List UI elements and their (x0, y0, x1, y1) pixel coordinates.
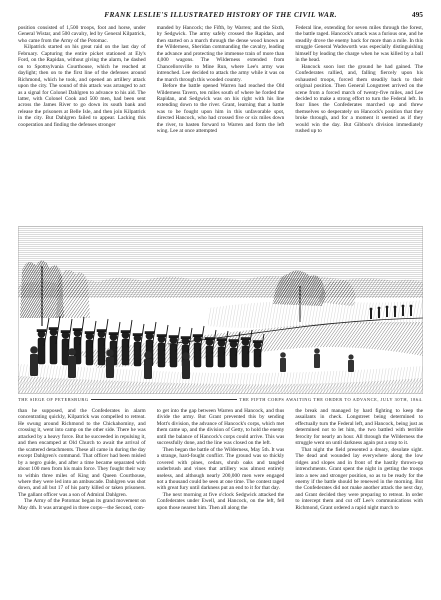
paragraph: the break and managed by hard fighting to keep the assailants in check. Longstreet being determined to effectually turn the Federal left, and Hancock, being just as determined not to let him, the two battled with terrible ferocity for nearly an hour. All through the Wilderness the struggle went on until darkness again put a stop to it. (295, 408, 424, 447)
bottom-text-columns (18, 408, 423, 586)
text-column-6 (295, 408, 423, 586)
text-column-1 (18, 25, 146, 221)
paragraph: than he supposed, and the Confederates in alarm concentrating quickly, Kilpatrick was compelled to retreat. He swung around Richmond to the Chickahominy, and crossing it, went into camp on the other side. There he was attacked by a heavy force. But he succeeded in repulsing it, and then encamped at Old Church to await the arrival of the scattered detachments. These all came in during the day except Dahlgren's command. That officer had been misled by a negro guide, and after a time became separated with about 100 men from his main force. They fought their way to within three miles of King and Queen Courthouse, where they were led into an ambuscade. Dahlgren was shot down, and all but 17 of his party killed or taken prisoners. The gallant officer was a son of Admiral Dahlgren. (18, 408, 146, 498)
paragraph: That night the field presented a dreary, desolate sight. The dead and wounded lay everywhere along the low ridges and slopes and in front of the hastily thrown-up intrenchments. Grant spent the night in getting the troops into a new and stronger position, so as to be ready for the enemy if the battle should be renewed in the morning. But the Confederates did not make another attack the next day, and Grant decided they were preparing to retreat. In order to intercept them and cut off Lee's communications with Richmond, Grant ordered a rapid night march to (295, 446, 424, 511)
paragraph: manded by Hancock; the Fifth, by Warren; and the Sixth, by Sedgwick. The army safely crossed the Rapidan, and then started on a march through the dense wood known as the Wilderness, Sheridan commanding the cavalry, leading the advance and protecting the immense train of more than 4,000 wagons. The Wilderness extended from Chancellorsville to Mine Run, where Lee's army was intrenched. Lee decided to attack the army while it was on the march through this wooded country. (156, 25, 285, 83)
paragraph: The next morning at five o'clock Sedgwick attacked the Confederates under Ewell, and Hancock, on the left, fell upon those nearest him. Then all along the (156, 491, 285, 511)
caption-left: THE SIEGE OF PETERSBURG (18, 397, 89, 402)
paragraph: Before the battle opened Warren had reached the Old Wilderness Tavern, ten miles south of where he forded the Rapidan, and Sedgwick was on his right with his line extending down to the river. Grant, learning that a battle was to be fought upon him in this unfavorable spot, directed Hancock, who had crossed five or six miles down the river, to hasten forward to Warren and form the left wing. Lee at once attempted (156, 83, 285, 135)
running-head: FRANK LESLIE'S ILLUSTRATED HISTORY OF THE CIVIL WAR. (104, 10, 337, 19)
paragraph: position consisted of 1,500 troops, foot and horse, under General Wistar, and 500 cavalry, led by General Kilpatrick, who came from the Army of the Potomac. (18, 25, 146, 44)
caption-right: THE FIFTH CORPS AWAITING THE ORDER TO ADVANCE, JULY 30TH, 1864. (239, 397, 423, 402)
paragraph: Then began the battle of the Wilderness, May 5th. It was a strange, hard-fought conflict. The ground was so thickly covered with pines, cedars, shrub oaks and tangled underbrush and vines that artillery was almost entirely useless, and although nearly 200,000 men were engaged not a thousand could be seen at one time. The contest raged with great fury until darkness put an end to it for that day. (156, 446, 285, 492)
engraving-illustration (18, 226, 423, 394)
text-column-2 (157, 25, 285, 221)
text-column-4 (18, 408, 146, 586)
paragraph: The Army of the Potomac began its grand movement on May 4th. It was arranged in three corps—the Second, com- (18, 498, 146, 511)
paragraph: to get into the gap between Warren and Hancock, and thus divide the army. But Grant prevented this by sending Mott's division, the advance of Hancock's corps, which met them came up, and the division of Getty, to hold the enemy until the balance of Hancock's corps could arrive. This was successfully done, and the line was closed on the left. (156, 408, 285, 447)
figure-caption (18, 395, 423, 404)
page-number: 495 (411, 10, 423, 19)
paragraph: Hancock soon lost the ground he had gained. The Confederates rallied, and, falling fiercely upon his exhausted troops, forced them steadily back to their original position. Then General Longstreet arrived on the scene from a forced march of twenty-five miles, and Lee decided to make a strong effort to turn the Federal left. In four lines the Confederates marched up and threw themselves so desperately on Hancock's position that they broke through, and for a moment it seemed as if they would win the day. But Gibbon's division immediately rushed up to (295, 63, 424, 135)
caption-divider (91, 399, 238, 400)
top-text-columns (18, 25, 423, 221)
text-column-3 (295, 25, 423, 221)
page-header (18, 10, 423, 22)
paragraph: Federal line, extending for seven miles through the forest, the battle raged. Hancock's attack was a furious one, and he steadily drove the enemy back for more than a mile. In this struggle General Wadsworth was especially distinguishing himself by leading the charge when he was killed by a ball in the head. (295, 25, 424, 64)
text-column-5 (157, 408, 285, 586)
engraving-soldiers-in-trench (18, 226, 423, 394)
paragraph: Kilpatrick started on his great raid on the last day of February. Capturing the entire picket stationed at Ely's Ford, on the Rapidan, without giving the alarm, he dashed on to Spottsylvania Courthouse, which he reached at daylight; then on to the first line of the defenses around Richmond, which he took, and opened an artillery attack upon the city. The sound of this attack was arranged to act as a signal for Colonel Dahlgren to advance to his aid. The latter, with Colonel Cook and 500 men, had been sent across the James River to go down its south bank and release the prisoners at Belle Isle, and then join Kilpatrick in the city. But Dahlgren failed to appear. Lacking this cooperation and finding the defenses stronger (18, 44, 146, 128)
